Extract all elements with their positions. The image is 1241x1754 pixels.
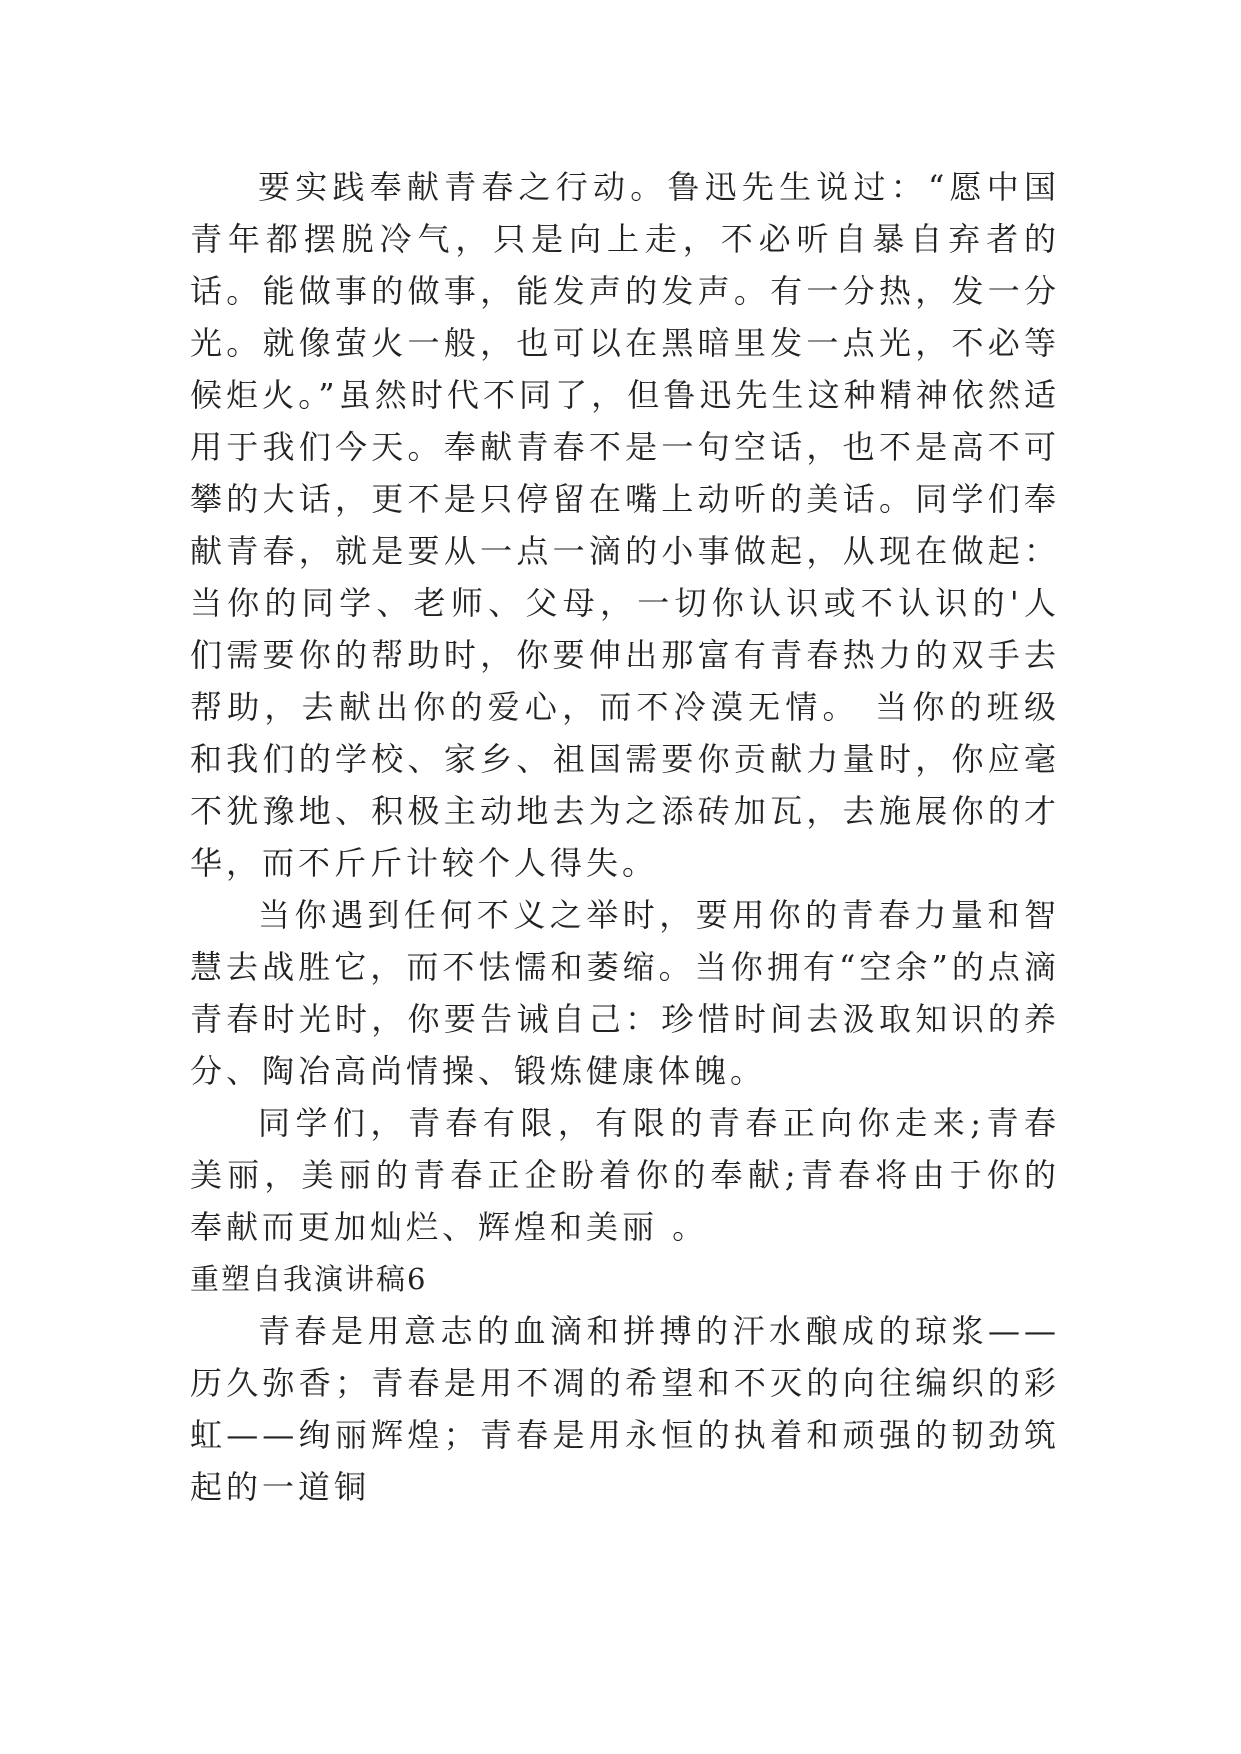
paragraph-youth-definition: 青春是用意志的血滴和拼搏的汗水酿成的琼浆——历久弥香；青春是用不凋的希望和不灭的向往编织的彩虹——绚丽辉煌；青春是用永恒的执着和顽强的韧劲筑起的一道铜 <box>190 1312 1060 1506</box>
paragraph-injustice: 当你遇到任何不义之举时，要用你的青春力量和智慧去战胜它，而不怯懦和萎缩。当你拥有“空余”的点滴青春时光时，你要告诫自己：珍惜时间去汲取知识的养分、陶冶高尚情操、锻炼健康体魄。 <box>190 896 1060 1090</box>
paragraph-devotion-action: 要实践奉献青春之行动。鲁迅先生说过：“愿中国青年都摆脱冷气，只是向上走，不必听自暴自弃者的话。能做事的做事，能发声的发声。有一分热，发一分光。就像萤火一般，也可以在黑暗里发一点光，不必等候炬火。”虽然时代不同了，但鲁迅先生这种精神依然适用于我们今天。奉献青春不是一句空话，也不是高不可攀的大话，更不是只停留在嘴上动听的美话。同学们奉献青春，就是要从一点一滴的小事做起，从现在做起：当你的同学、老师、父母，一切你认识或不认识的'人们需要你的帮助时，你要伸出那富有青春热力的双手去帮助，去献出你的爱心，而不冷漠无情。 当你的班级和我们的学校、家乡、祖国需要你贡献力量时，你应毫不犹豫地、积极主动地去为之添砖加瓦，去施展你的才华，而不斤斤计较个人得失。 <box>190 168 1060 882</box>
document-body <box>190 161 1060 1513</box>
section-heading: 重塑自我演讲稿6 <box>190 1262 428 1296</box>
paragraph-closing: 同学们，青春有限，有限的青春正向你走来;青春美丽，美丽的青春正企盼着你的奉献;青春将由于你的奉献而更加灿烂、辉煌和美丽 。 <box>190 1104 1060 1246</box>
